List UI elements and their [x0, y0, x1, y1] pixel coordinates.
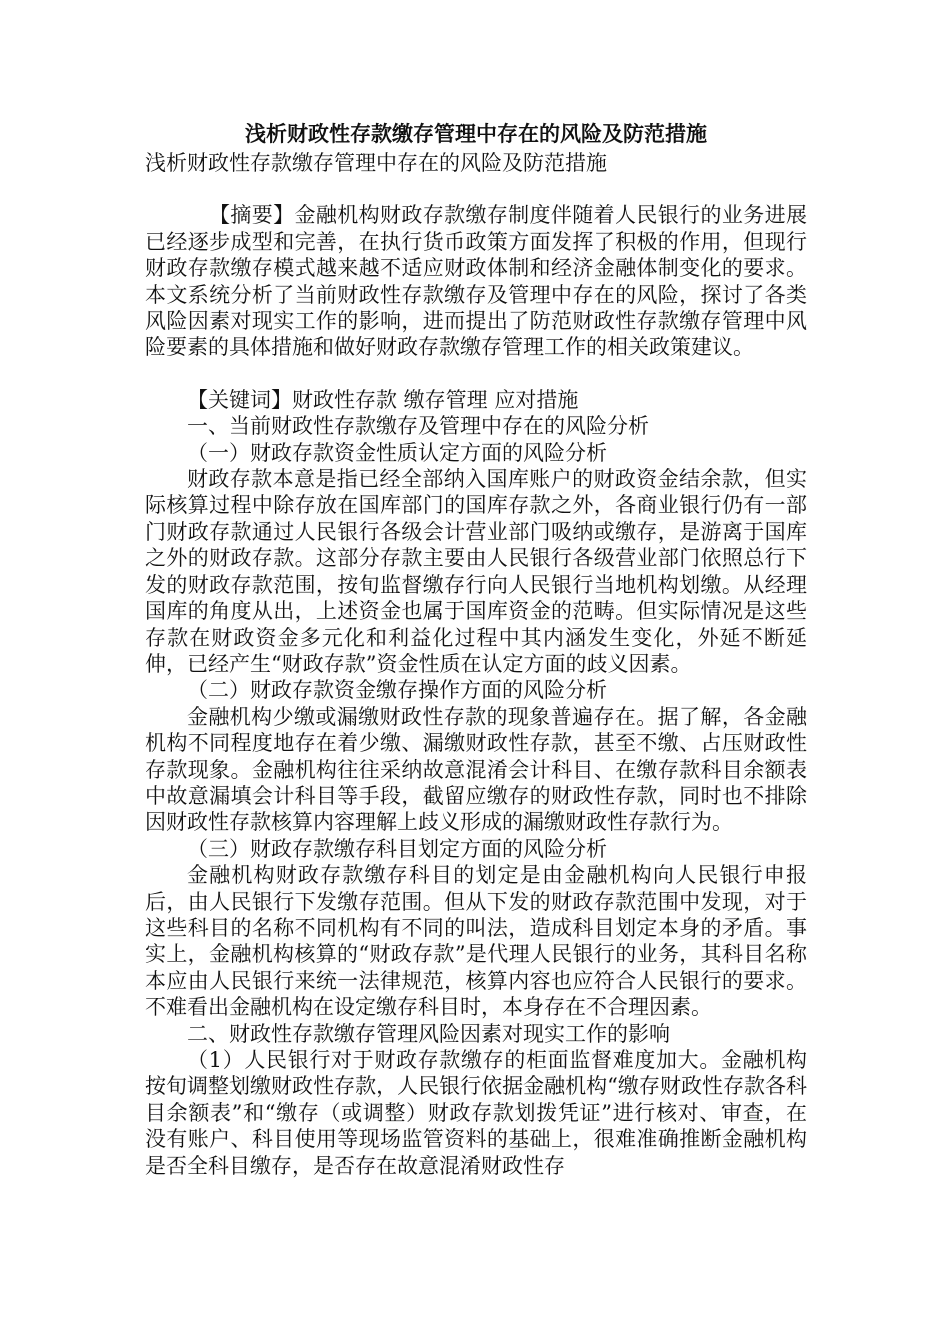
section-1-2-heading: （二）财政存款资金缴存操作方面的风险分析 — [187, 678, 607, 703]
section-2-1-paragraph: （1）人民银行对于财政存款缴存的柜面监督难度加大。金融机构按旬调整划缴财政性存款，人民银行依据金融机构“缴存财政性存款各科目余额表”和“缴存（或调整）财政存款划拨凭证”进行核对、审查，在没有账户、科目使用等现场监管资料的基础上，很难准确推断金融机构是否全科目缴存，是否存在故意混淆财政性存 — [145, 1048, 807, 1178]
section-1-2-paragraph: 金融机构少缴或漏缴财政性存款的现象普遍存在。据了解，各金融机构不同程度地存在着少缴、漏缴财政性存款，甚至不缴、占压财政性存款现象。金融机构往往采纳故意混淆会计科目、在缴存款科目余额表中故意漏填会计科目等手段，截留应缴存的财政性存款，同时也不排除因财政性存款核算内容理解上歧义形成的漏缴财政性存款行为。 — [145, 704, 807, 835]
document-body — [145, 118, 807, 1179]
document-title: 浅析财政性存款缴存管理中存在的风险及防范措施 — [245, 122, 707, 146]
section-2-heading: 二、财政性存款缴存管理风险因素对现实工作的影响 — [187, 1021, 670, 1046]
section-1-3-heading: （三）财政存款缴存科目划定方面的风险分析 — [187, 836, 607, 861]
section-1-3-paragraph: 金融机构财政存款缴存科目的划定是由金融机构向人民银行申报后，由人民银行下发缴存范围。但从下发的财政存款范围中发现，对于这些科目的名称不同机构有不同的叫法，造成科目划定本身的矛盾。事实上，金融机构核算的“财政存款”是代理人民银行的业务，其科目名称本应由人民银行来统一法律规范，核算内容也应符合人民银行的要求。不难看出金融机构在设定缴存科目时，本身存在不合理因素。 — [145, 863, 807, 1020]
keywords-line: 【关键词】财政性存款 缴存管理 应对措施 — [187, 387, 579, 412]
section-1-heading: 一、当前财政性存款缴存及管理中存在的风险分析 — [187, 414, 649, 439]
section-1-1-heading: （一）财政存款资金性质认定方面的风险分析 — [187, 440, 607, 465]
section-1-1-paragraph: 财政存款本意是指已经全部纳入国库账户的财政资金结余款，但实际核算过程中除存放在国库部门的国库存款之外，各商业银行仍有一部门财政存款通过人民银行各级会计营业部门吸纳或缴存，是游离于国库之外的财政存款。这部分存款主要由人民银行各级营业部门依照总行下发的财政存款范围，按旬监督缴存行向人民银行当地机构划缴。从经理国库的角度从出，上述资金也属于国库资金的范畴。但实际情况是这些存款在财政资金多元化和利益化过程中其内涵发生变化，外延不断延伸，已经产生“财政存款”资金性质在认定方面的歧义因素。 — [145, 467, 807, 676]
document-subtitle: 浅析财政性存款缴存管理中存在的风险及防范措施 — [145, 151, 607, 175]
abstract-paragraph: 【摘要】金融机构财政存款缴存制度伴随着人民银行的业务进展已经逐步成型和完善，在执行货币政策方面发挥了积极的作用，但现行财政存款缴存模式越来越不适应财政体制和经济金融体制变化的要求。本文系统分析了当前财政性存款缴存及管理中存在的风险，探讨了各类风险因素对现实工作的影响，进而提出了防范财政性存款缴存管理中风险要素的具体措施和做好财政存款缴存管理工作的相关政策建议。 — [145, 203, 807, 360]
paragraph-spacer — [145, 361, 807, 387]
